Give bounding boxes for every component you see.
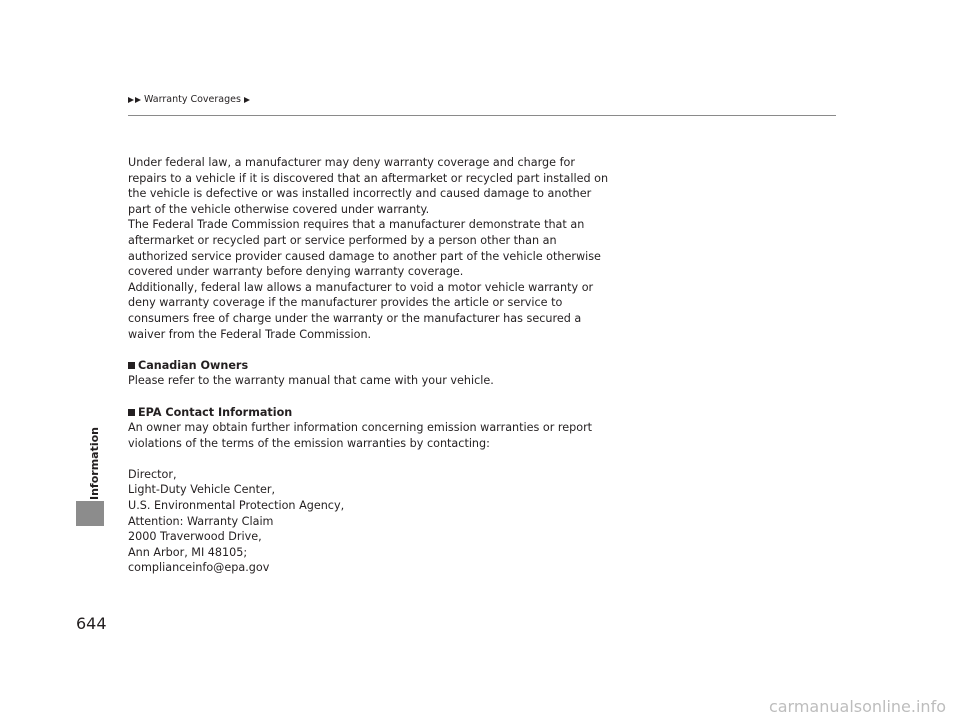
breadcrumb xyxy=(128,94,250,105)
text-line: consumers free of charge under the warranty or the manufacturer has secured a xyxy=(128,311,582,325)
text-line: An owner may obtain further information concerning emission warranties or report xyxy=(128,421,593,435)
page-number: 644 xyxy=(76,614,107,633)
text-line: part of the vehicle otherwise covered under warranty. xyxy=(128,202,430,216)
text-line: aftermarket or recycled part or service performed by a person other than an xyxy=(128,233,557,247)
triangle-right-icon xyxy=(128,97,134,103)
address-line: Ann Arbor, MI 48105; xyxy=(128,545,248,559)
text-line: Please refer to the warranty manual that came with your vehicle. xyxy=(128,374,494,388)
section-heading xyxy=(128,405,568,421)
address-line: 2000 Traverwood Drive, xyxy=(128,530,262,544)
text-line: covered under warranty before denying warranty coverage. xyxy=(128,265,464,279)
text-line: The Federal Trade Commission requires that a manufacturer demonstrate that an xyxy=(128,218,585,232)
section-tab-marker xyxy=(76,501,104,526)
text-line: authorized service provider caused damage to another part of the vehicle otherwise xyxy=(128,249,601,263)
text-line: Under federal law, a manufacturer may deny warranty coverage and charge for xyxy=(128,156,575,169)
section-side-label: Information xyxy=(88,427,101,500)
section-heading xyxy=(128,358,568,374)
text-line: waiver from the Federal Trade Commission. xyxy=(128,327,372,341)
text-line: the vehicle is defective or was installed incorrectly and caused damage to another xyxy=(128,187,592,201)
text-line: Additionally, federal law allows a manufacturer to void a motor vehicle warranty or xyxy=(128,280,594,294)
epa-address xyxy=(128,467,568,576)
warranty-paragraph xyxy=(128,155,609,342)
email-link[interactable]: complianceinfo@epa.gov xyxy=(128,561,270,575)
address-line: Attention: Warranty Claim xyxy=(128,514,274,528)
heading-text: EPA Contact Information xyxy=(138,405,293,419)
address-line: U.S. Environmental Protection Agency, xyxy=(128,499,345,513)
square-bullet-icon xyxy=(128,409,135,416)
header-divider xyxy=(128,115,836,116)
watermark: carmanualsonline.info xyxy=(768,697,946,716)
address-line: Director, xyxy=(128,467,177,481)
main-content xyxy=(128,155,609,576)
epa-contact-section xyxy=(128,405,593,577)
breadcrumb-label[interactable]: Warranty Coverages xyxy=(144,94,241,105)
triangle-right-icon xyxy=(135,97,141,103)
square-bullet-icon xyxy=(128,362,135,369)
text-line: repairs to a vehicle if it is discovered that an aftermarket or recycled part installed on xyxy=(128,171,609,185)
text-line: deny warranty coverage if the manufacturer provides the article or service to xyxy=(128,296,563,310)
triangle-right-icon xyxy=(244,97,250,103)
heading-text: Canadian Owners xyxy=(138,358,249,372)
address-line: Light-Duty Vehicle Center, xyxy=(128,483,275,497)
text-line: violations of the terms of the emission warranties by contacting: xyxy=(128,436,490,450)
canadian-owners-section xyxy=(128,358,568,389)
